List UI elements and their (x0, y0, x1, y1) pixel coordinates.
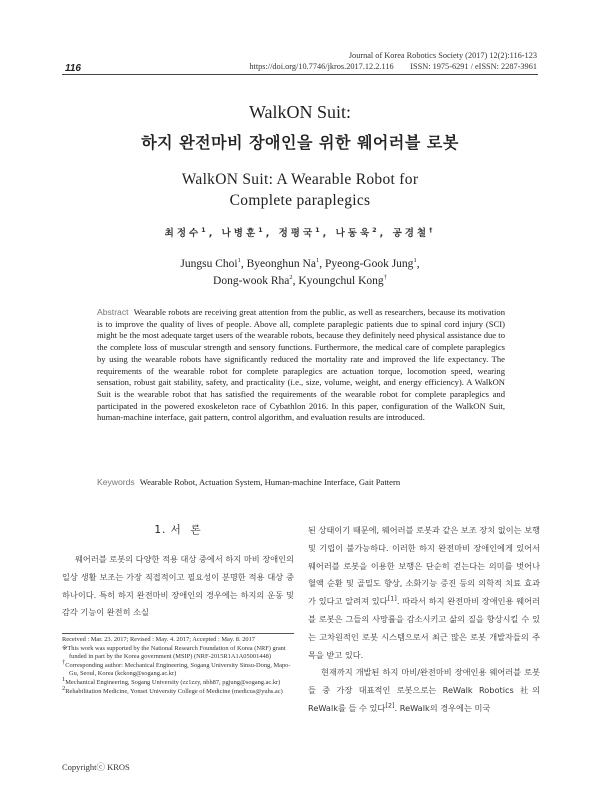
title-english-short: WalkON Suit: (248, 102, 352, 122)
author-ko: 나동욱 (335, 228, 373, 239)
author-ko-affil: 1 (201, 225, 209, 234)
author-en-affil: 1 (315, 257, 320, 265)
body-paragraph (308, 664, 540, 717)
footnote-mark: 1 (62, 675, 66, 683)
author-ko-affil: 1 (315, 225, 323, 234)
paragraph-text: . ReWalk의 경우에는 미국 (394, 702, 491, 713)
footnote-mark: † (62, 658, 66, 666)
title-english-line2: Complete paraplegics (229, 192, 371, 209)
author-en-affil: 2 (289, 274, 293, 282)
author-ko-affil: 1 (258, 225, 266, 234)
body-paragraph: 웨어러블 로봇의 다양한 적용 대상 중에서 하지 마비 장애인의 일상 생활 보조는 가장 직접적이고 필요성이 분명한 적용 대상 중 하나이다. 특히 하지 완전마비 장애인의 경우에는 하지의 운동 및 감각 기능이 완전히 소실 (62, 554, 294, 618)
author-ko: 나병훈 (221, 228, 259, 239)
keywords (97, 477, 505, 487)
author-en: Pyeong-Gook Jung (324, 258, 414, 270)
paragraph-text: . 따라서 하지 완전마비 장애인용 웨어러블 로봇은 그들의 사망률을 감소시키고 삶의 질을 향상시킬 수 있는 고차원적인 로봇 시스템으로서 최근 많은 로봇 개발자들의 주목을 받고 있다. (308, 596, 540, 660)
section-heading: 1. 서 론 (154, 524, 202, 536)
body-paragraph (308, 522, 540, 664)
footnote-corresponding (62, 658, 294, 679)
author-ko-affil: † (429, 225, 436, 234)
author-ko: 정평국 (278, 228, 316, 239)
author-ko: 공경철 (392, 228, 430, 239)
journal-citation: Journal of Korea Robotics Society (2017) 12(2):116-123 (348, 51, 537, 60)
footnote-affiliation-2 (62, 684, 294, 697)
citation-ref: [1] (387, 594, 397, 603)
page-number: 116 (65, 63, 81, 74)
paragraph-text: 현재까지 개발된 하지 마비/완전마비 장애인용 웨어러블 로봇들 중 가장 대표적인 로봇으로는 ReWalk Robotics 社의 ReWalk를 들 수 있다 (308, 667, 540, 713)
footnote-affiliation-1 (62, 675, 294, 688)
author-en-affil: 1 (237, 257, 241, 265)
body-left-column (62, 500, 294, 622)
authors-korean: 최정수$^1$, 나병훈$^1$, 정평국$^1$, 나동욱$^2$, 공경철† (164, 225, 436, 239)
footnote-text: Mechanical Engineering, Sogang University (zz1zzy, nbh87, pgjung@sogang.ac.kr) (65, 678, 281, 686)
journal-info (249, 50, 537, 72)
author-en-affil: 1 (413, 257, 417, 265)
title-english-full (0, 169, 600, 211)
journal-doi-issn: https://doi.org/10.7746/jkros.2017.12.2.116 ISSN: 1975-6291 / eISSN: 2287-3961 (249, 62, 537, 71)
citation-ref: [2] (385, 701, 395, 710)
author-en: Kyoungchul Kong (298, 275, 384, 287)
abstract (97, 307, 505, 424)
author-ko-affil: 2 (372, 225, 380, 234)
header-rule (62, 74, 538, 75)
body-right-column (308, 522, 540, 718)
author-en: Byeonghun Na (246, 258, 316, 270)
keywords-label: Keywords (97, 477, 135, 487)
footnote-mark: 2 (62, 684, 66, 692)
copyright: Copyrightⓒ KROS (62, 762, 130, 772)
title-english-line1: WalkON Suit: A Wearable Robot for (181, 171, 419, 188)
footnote-text: Corresponding author: Mechanical Engineering, Sogang University Sinsu-Dong, Mapo-Gu, Seoul, Korea (kckong@sogang.ac.kr) (65, 661, 291, 678)
abstract-label: Abstract (97, 307, 129, 317)
abstract-text: Wearable robots are receiving great attention from the public, as well as researchers, because its motivation is to improve the quality of lives of people. Above all, complete paraplegic patients due to spinal cord injury (SCI) might be the most adequate target users of the wearable robots, because they definitely need physical assistance due to the complete loss of muscular strength and sensory functions. Furthermore, the medical care of complete paraplegics by using the wearable robots have significantly reduced the mortality rate and improved the life expectancy. The requirements of the wearable robot for complete paraplegics are actuation torque, locomotion speed, wearing sensation, robust gait stability, safety, and practicality (i.e., size, volume, weight, and energy efficiency). A WalkON Suit is the wearable robot that has satisfied the requirements of the wearable robot for complete paraplegics and participated in the powered exoskeleton race of Cybathlon 2016. In this paper, configuration of the WalkON Suit, human-machine interface, gait pattern, control algorithm, and evaluation results are introduced. (97, 307, 505, 423)
footnotes (62, 636, 294, 696)
footnote-text: Rehabilitation Medicine, Yonsei University College of Medicine (medicus@yuhs.ac) (65, 687, 283, 695)
author-en: Jungsu Choi (180, 258, 238, 270)
author-en-affil: † (383, 274, 387, 282)
footnote-received: Received : Mar. 23. 2017; Revised : May. 4. 2017; Accepted : May. 8. 2017 (62, 636, 255, 643)
author-en: Dong-wook Rha (213, 275, 290, 287)
authors-english: Jungsu Choi$^1$, Byeonghun Na$^1$, Pyeong-Gook Jung$^1$, Dong-wook Rha$^2$, Kyoungchul Kong† (180, 257, 420, 287)
title-korean: 하지 완전마비 장애인을 위한 웨어러블 로봇 (141, 133, 459, 152)
paragraph-text: 된 상태이기 때문에, 웨어러블 로봇과 같은 보조 장치 없이는 보행 및 기립이 불가능하다. 이러한 하지 완전마비 장애인에게 있어서 웨어러블 로봇을 이용한 보행은 단순히 걷는다는 의미를 벗어나 혈액 순환 및 골밀도 향상, 소화기능 증진 등의 의학적 치료 효과가 있다고 알려져 있다 (308, 525, 540, 607)
keywords-text: Wearable Robot, Actuation System, Human-machine Interface, Gait Pattern (139, 477, 401, 487)
footnote-rule (62, 633, 294, 634)
footnote-funding: ※This work was supported by the National Research Foundation of Korea (NRF) grant funded in part by the Korea government (MSIP) (NRF-2015R1A1A05001448) (62, 644, 286, 661)
author-ko: 최정수 (164, 228, 202, 239)
